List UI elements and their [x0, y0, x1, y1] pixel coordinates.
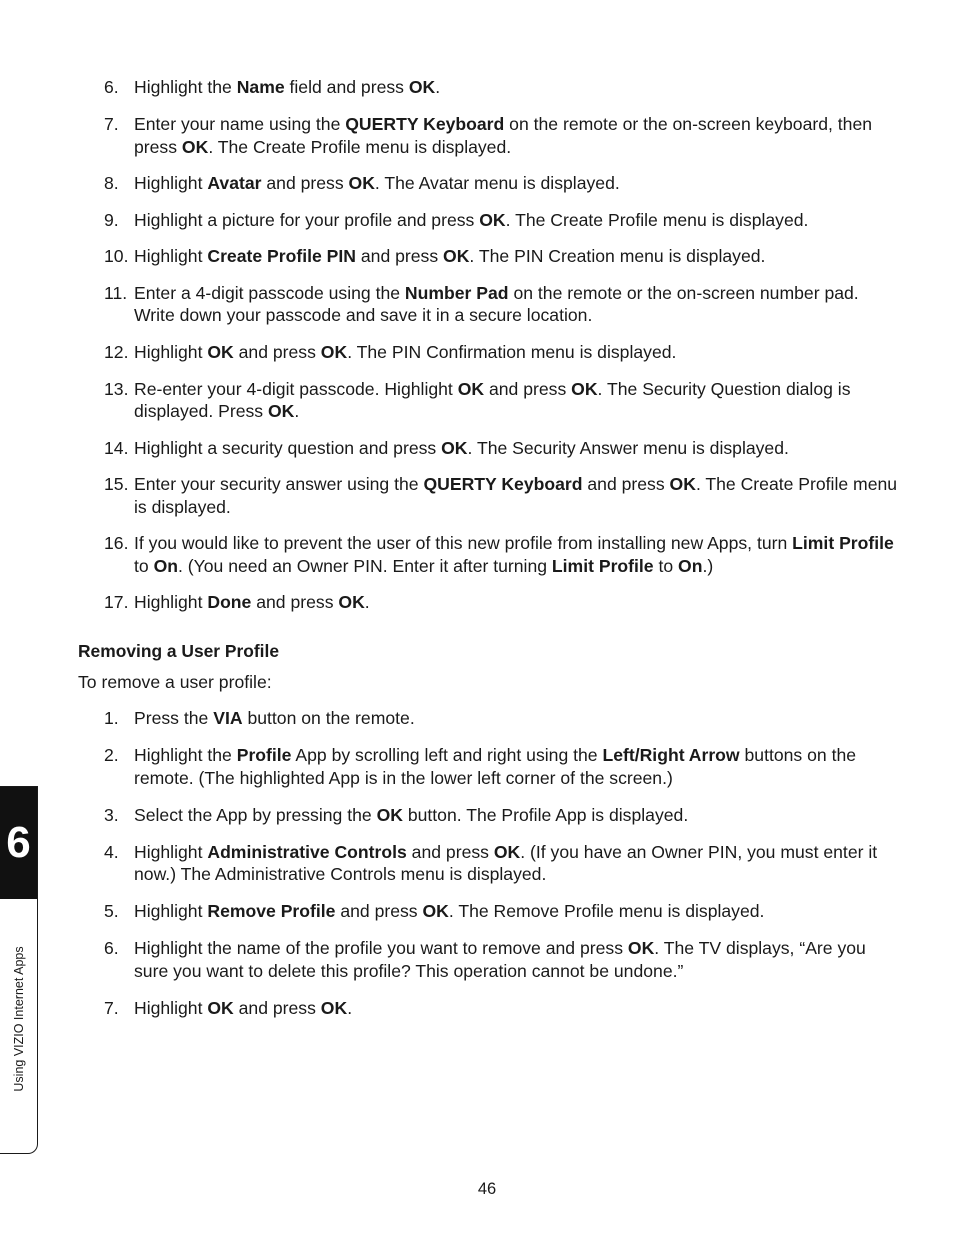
text-run: on the remote or the on-screen keyboard, then press: [134, 114, 873, 157]
bold-term: OK: [348, 173, 375, 193]
bold-term: Administrative Controls: [207, 841, 407, 862]
text-run: and press: [233, 997, 321, 1018]
bold-term: OK: [457, 378, 485, 399]
bold-term: OK: [320, 341, 348, 362]
list-item-text: [134, 438, 789, 458]
list-item: [104, 245, 904, 268]
list-item-text: [134, 938, 866, 981]
text-run: .: [347, 997, 353, 1018]
text-run: . The Remove Profile menu is displayed.: [448, 901, 765, 921]
list-item-number: 15.: [104, 474, 129, 494]
text-run: .: [364, 592, 370, 612]
text-run: Enter your name using the: [134, 114, 346, 134]
bold-term: Limit Profile: [792, 533, 894, 553]
text-run: Highlight: [134, 173, 208, 193]
text-run: . The Create Profile menu is displayed.: [134, 474, 898, 517]
list-item-number: 12.: [104, 341, 129, 362]
list-item-number: 7.: [104, 114, 119, 134]
text-run: . (If you have an Owner PIN, you must enter it now.) The Administrative Controls menu is displayed.: [134, 841, 878, 884]
list-item-text: [134, 379, 851, 422]
text-run: Highlight a picture for your profile and press: [134, 209, 480, 230]
bold-term: Profile: [236, 745, 292, 765]
list-item-text: [134, 77, 440, 97]
list-item-text: [134, 708, 415, 728]
bold-term: OK: [320, 997, 348, 1018]
text-run: field and press: [284, 77, 409, 97]
list-item: [104, 591, 904, 614]
text-run: .): [702, 555, 714, 576]
text-run: Highlight: [134, 592, 208, 612]
list-item: [104, 804, 904, 827]
list-item-text: [134, 592, 370, 612]
bold-term: OK: [627, 938, 655, 958]
list-item-text: [134, 901, 764, 921]
bold-term: OK: [571, 378, 598, 399]
remove-profile-steps: [104, 707, 904, 1019]
bold-term: OK: [207, 341, 234, 362]
list-item-text: [134, 246, 765, 266]
list-item-number: 1.: [104, 708, 119, 728]
chapter-number-block: [0, 787, 37, 899]
list-item-text: [134, 805, 688, 825]
text-run: App by scrolling left and right using the: [291, 745, 603, 765]
list-item-text: [134, 745, 856, 788]
text-run: . The PIN Creation menu is displayed.: [469, 246, 766, 266]
bold-term: OK: [443, 246, 470, 266]
text-run: . The Security Answer menu is displayed.: [467, 437, 789, 458]
text-run: Press the: [134, 708, 214, 728]
text-run: Select the App by pressing the: [134, 804, 377, 825]
text-run: and press: [355, 246, 444, 266]
list-item: [104, 900, 904, 923]
text-run: Highlight the name of the profile you want to remove and press: [134, 938, 628, 958]
list-item-number: 11.: [104, 282, 128, 303]
list-item-number: 10.: [104, 246, 129, 266]
bold-term: Left/Right Arrow: [602, 745, 740, 765]
list-item: [104, 841, 904, 886]
list-item-text: [134, 210, 808, 230]
list-item: [104, 744, 904, 789]
bold-term: OK: [493, 841, 521, 862]
bold-term: Limit Profile: [551, 555, 654, 576]
list-item-text: [134, 998, 352, 1018]
bold-term: OK: [408, 77, 436, 97]
bold-term: Create Profile PIN: [207, 246, 356, 266]
list-item: [104, 76, 904, 99]
bold-term: Avatar: [207, 173, 262, 193]
list-item-number: 6.: [104, 77, 119, 97]
list-item: [104, 707, 904, 730]
list-item-number: 14.: [104, 437, 129, 458]
list-item-text: [134, 842, 877, 885]
text-run: to: [653, 555, 679, 576]
text-run: Highlight a security question and press: [134, 437, 442, 458]
text-run: .: [435, 77, 441, 97]
text-run: Enter your security answer using the: [134, 474, 424, 494]
list-item: [104, 437, 904, 460]
bold-term: On: [153, 555, 178, 576]
bold-term: Name: [236, 77, 285, 97]
list-item: [104, 172, 904, 195]
list-item-number: 17.: [104, 592, 129, 612]
bold-term: OK: [207, 997, 234, 1018]
text-run: and press: [233, 341, 321, 362]
text-run: and press: [335, 901, 423, 921]
text-run: and press: [251, 592, 339, 612]
list-item: [104, 341, 904, 364]
bold-term: On: [678, 555, 703, 576]
bold-term: OK: [376, 804, 403, 825]
text-run: Highlight the: [134, 745, 237, 765]
list-item-number: 4.: [104, 841, 119, 862]
create-profile-steps: [104, 76, 904, 614]
list-item-number: 7.: [104, 997, 119, 1018]
text-run: If you would like to prevent the user of this new profile from installing new Apps, turn: [134, 533, 793, 553]
text-run: button. The Profile App is displayed.: [402, 804, 689, 825]
text-run: . The Avatar menu is displayed.: [374, 173, 620, 193]
list-item-text: [134, 114, 872, 157]
text-run: on the remote or the on-screen number pad. Write down your passcode and save it in a secure location.: [134, 282, 859, 325]
bold-term: OK: [181, 136, 209, 157]
page-number: 46: [477, 1180, 497, 1198]
list-item-text: [134, 533, 894, 576]
bold-term: VIA: [213, 708, 243, 728]
text-run: .: [294, 401, 300, 421]
text-run: . The Create Profile menu is displayed.: [505, 209, 809, 230]
list-item: [104, 113, 904, 158]
list-item-number: 3.: [104, 804, 119, 825]
text-run: Highlight: [134, 841, 208, 862]
bold-term: OK: [267, 401, 295, 421]
text-run: Highlight: [134, 901, 208, 921]
text-run: and press: [406, 841, 494, 862]
bold-term: OK: [338, 592, 365, 612]
bold-term: OK: [669, 474, 696, 494]
text-run: and press: [582, 474, 670, 494]
bold-term: QUERTY Keyboard: [345, 114, 505, 134]
text-run: . The Create Profile menu is displayed.: [208, 136, 512, 157]
text-run: buttons on the remote. (The highlighted App is in the lower left corner of the screen.): [134, 745, 857, 788]
text-run: Highlight: [134, 246, 208, 266]
chapter-tab: [0, 786, 38, 1154]
list-item-number: 9.: [104, 209, 119, 230]
bold-term: OK: [479, 209, 506, 230]
list-item-text: [134, 283, 859, 326]
bold-term: OK: [422, 901, 449, 921]
bold-term: QUERTY Keyboard: [423, 474, 583, 494]
text-run: . The PIN Confirmation menu is displayed.: [347, 341, 677, 362]
list-item-number: 5.: [104, 901, 119, 921]
text-run: button on the remote.: [242, 708, 415, 728]
chapter-number: 6: [6, 818, 31, 867]
list-item: [104, 378, 904, 423]
list-item: [104, 473, 904, 518]
text-run: Highlight: [134, 341, 208, 362]
intro-text: To remove a user profile:: [78, 672, 272, 692]
list-item: [104, 209, 904, 232]
text-run: Highlight: [134, 997, 208, 1018]
bold-term: OK: [441, 437, 468, 458]
list-item: [104, 937, 904, 982]
list-item-text: [134, 173, 620, 193]
list-item: [104, 997, 904, 1020]
text-run: . (You need an Owner PIN. Enter it after turning: [178, 555, 552, 576]
text-run: and press: [484, 378, 572, 399]
text-run: . The Security Question dialog is displayed. Press: [134, 378, 851, 421]
list-item-number: 8.: [104, 173, 119, 193]
bold-term: Number Pad: [404, 282, 509, 303]
text-run: . The TV displays, “Are you sure you want to delete this profile? This operation cannot be undone.”: [134, 938, 866, 981]
bold-term: Remove Profile: [207, 901, 336, 921]
text-run: and press: [261, 173, 349, 193]
list-item: [104, 282, 904, 327]
bold-term: Done: [207, 592, 252, 612]
list-item-number: 6.: [104, 938, 119, 958]
list-item-text: [134, 342, 676, 362]
list-item-number: 16.: [104, 533, 129, 553]
section-heading: Removing a User Profile: [78, 641, 280, 661]
list-item-number: 2.: [104, 745, 119, 765]
text-run: to: [134, 555, 154, 576]
list-item-text: [134, 474, 897, 517]
text-run: Highlight the: [134, 77, 237, 97]
list-item-number: 13.: [104, 378, 129, 399]
list-item: [104, 532, 904, 577]
text-run: Re-enter your 4-digit passcode. Highlight: [134, 378, 458, 399]
chapter-label: Using VIZIO Internet Apps: [12, 946, 26, 1092]
text-run: Enter a 4-digit passcode using the: [134, 282, 405, 303]
